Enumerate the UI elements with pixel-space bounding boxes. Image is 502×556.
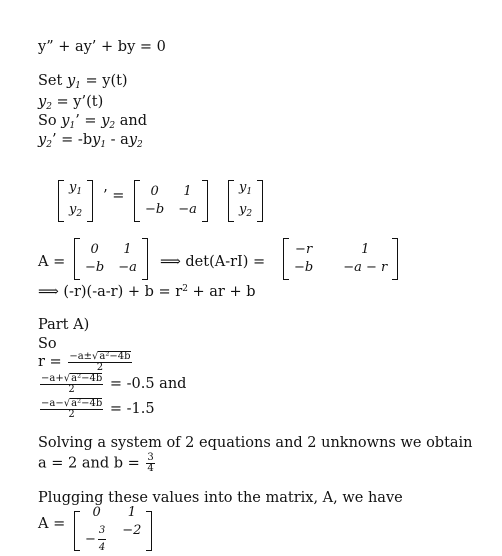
det-cell: 1 bbox=[361, 242, 370, 257]
r-sqrt: a²−4b bbox=[99, 351, 131, 362]
vec-y2: $y_2$ bbox=[239, 202, 253, 219]
y2-rest: = y’(t) bbox=[51, 94, 104, 110]
char-eq-sup: 2 bbox=[182, 284, 188, 294]
so-mid: ’ = bbox=[75, 113, 102, 129]
det-cell: −r bbox=[295, 242, 313, 257]
ode-equation: y” + ay’ + by = 0 bbox=[38, 39, 166, 55]
coef-cell: −a bbox=[178, 202, 197, 217]
y2d-mid2: - a bbox=[106, 132, 129, 148]
so-end: and bbox=[115, 113, 148, 129]
set-prefix: Set bbox=[38, 73, 67, 89]
y1-symbol-3: $y_1$ bbox=[92, 132, 107, 150]
A-cell: 0 bbox=[90, 242, 99, 257]
char-eq-rest: + ar + b bbox=[187, 284, 256, 300]
part-a-heading: Part A) bbox=[38, 317, 90, 333]
y1-letter: y bbox=[66, 73, 76, 89]
det-matrix bbox=[283, 238, 398, 280]
final-cell-frac: − $\frac{3}{4}$ bbox=[85, 523, 108, 556]
ab-values bbox=[38, 453, 157, 474]
b-num: 3 bbox=[147, 452, 154, 463]
vector-y-matrix bbox=[58, 180, 93, 222]
root1-line bbox=[38, 373, 186, 395]
plugging-text: Plugging these values into the matrix, A, we have bbox=[38, 490, 403, 506]
coef-matrix bbox=[134, 180, 208, 222]
final-frac bbox=[98, 523, 106, 556]
y2-symbol-4: $y_2$ bbox=[128, 132, 143, 150]
vec-y2: $y_2$ bbox=[69, 202, 83, 219]
equals-sign: = bbox=[112, 188, 125, 204]
y2-derivative-line bbox=[38, 131, 143, 154]
val1: = -0.5 and bbox=[105, 376, 187, 392]
characteristic-equation bbox=[38, 280, 256, 301]
b-fraction bbox=[146, 453, 154, 474]
vec-y1: $y_1$ bbox=[69, 180, 83, 197]
v2-sqrt: a²−4b bbox=[71, 398, 103, 409]
y2-symbol-2: $y_2$ bbox=[101, 113, 116, 131]
so-prefix: So bbox=[38, 113, 62, 129]
v2-den: 2 bbox=[68, 409, 75, 420]
det-cell: −a − r bbox=[343, 260, 388, 275]
b-den: 4 bbox=[147, 463, 154, 474]
prime-equals bbox=[103, 188, 124, 204]
y1-symbol-2: $y_1$ bbox=[61, 113, 76, 131]
r-formula bbox=[38, 351, 134, 373]
y2d-mid: ’ = -b bbox=[51, 132, 93, 148]
r-num: −a± bbox=[69, 351, 93, 362]
A-equals: A = bbox=[38, 254, 66, 270]
ab-prefix: a = 2 and b = bbox=[38, 455, 145, 472]
set-rest: = y(t) bbox=[80, 73, 128, 89]
final-matrix bbox=[74, 505, 152, 556]
y2-symbol: $y_2$ bbox=[38, 94, 52, 112]
A-cell: 1 bbox=[123, 242, 132, 257]
final-cell: −2 bbox=[122, 523, 142, 538]
A-matrix bbox=[74, 238, 148, 280]
r-den: 2 bbox=[96, 362, 104, 373]
root1-fraction: $\frac{\text{−a+√a²−4b}}{2}$ bbox=[41, 373, 103, 395]
coef-cell: 1 bbox=[183, 184, 192, 199]
y1-sub: 1 bbox=[75, 81, 81, 91]
final-cell: 0 bbox=[92, 505, 101, 520]
det-cell: −b bbox=[294, 260, 314, 275]
val2: = -1.5 bbox=[105, 401, 155, 417]
so-label: So bbox=[38, 336, 57, 352]
r-eq: r = bbox=[38, 354, 67, 370]
r-fraction: $\frac{\text{−a±√a²−4b}}{2}$ bbox=[69, 351, 131, 373]
y2-symbol-3: $y_2$ bbox=[38, 132, 52, 150]
v2-num: −a− bbox=[41, 398, 64, 409]
root2-line bbox=[38, 398, 155, 420]
v1-sqrt: a²−4b bbox=[71, 373, 103, 384]
implies-det: ⟹ det(A-rI) = bbox=[160, 254, 266, 270]
coef-cell: 0 bbox=[150, 184, 159, 199]
y1-symbol bbox=[67, 73, 81, 89]
A-equals-2: A = bbox=[38, 516, 66, 532]
set-line bbox=[38, 72, 128, 95]
root2-fraction: $\frac{\text{−a−√a²−4b}}{2}$ bbox=[41, 398, 103, 420]
vec-y1: $y_1$ bbox=[239, 180, 253, 197]
vector-y-matrix-2 bbox=[228, 180, 263, 222]
solving-text: Solving a system of 2 equations and 2 unknowns we obtain bbox=[38, 435, 473, 451]
final-frac-den: 4 bbox=[98, 542, 106, 553]
A-cell: −b bbox=[85, 260, 105, 275]
char-eq: ⟹ (-r)(-a-r) + b = r bbox=[38, 284, 183, 300]
v1-num: −a+ bbox=[41, 373, 64, 384]
final-cell: 1 bbox=[127, 505, 136, 520]
prime-mark: ’ bbox=[103, 188, 108, 204]
final-frac-num: 3 bbox=[98, 523, 106, 540]
A-cell: −a bbox=[118, 260, 137, 275]
coef-cell: −b bbox=[145, 202, 165, 217]
v1-den: 2 bbox=[68, 384, 75, 395]
